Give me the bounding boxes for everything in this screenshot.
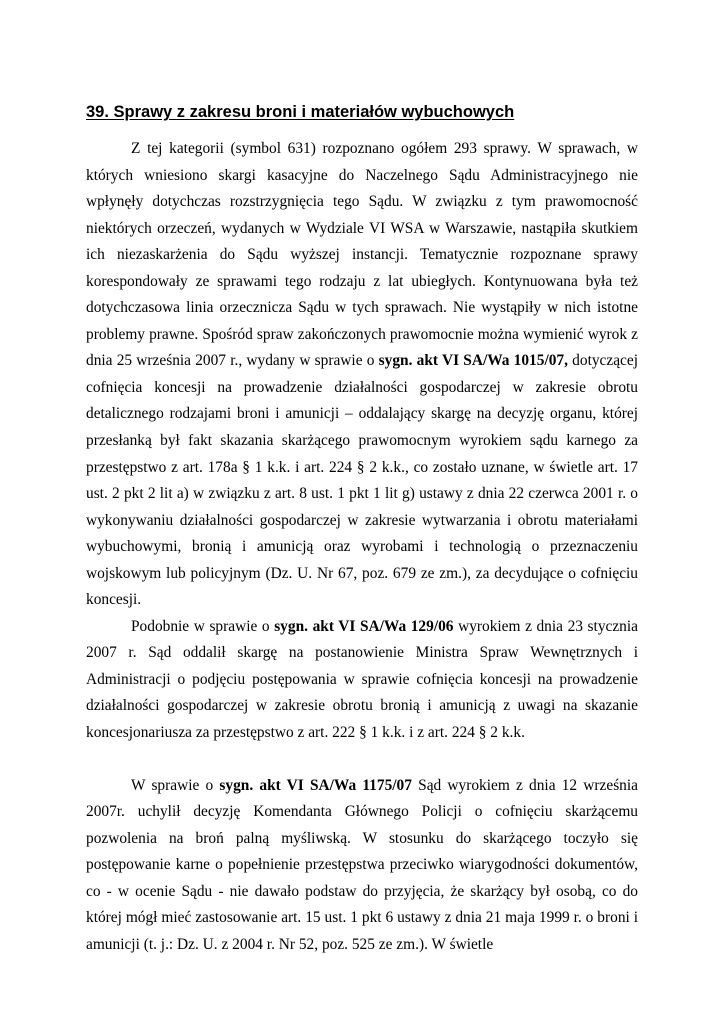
paragraph-3-text-cont: Sąd wyrokiem z dnia 12 września 2007r. uchylił decyzję Komendanta Głównego Policji o cofnięciu skarżącemu pozwolenia na broń palną myśliwską. W stosunku do skarżącego toczyło się postępowanie karne o popełnienie przestępstwa przeciwko wiarygodności dokumentów, co - w ocenie Sądu - nie dawało podstaw do przyjęcia, że skarżący był osobą, co do której mógł mieć zastosowanie art. 15 ust. 1 pkt 6 ustawy z dnia 21 maja 1999 r. o broni i amunicji (t. j.: Dz. U. z 2004 r. Nr 52, poz. 525 ze zm.). W świetle <box>86 776 638 953</box>
paragraph-1 <box>86 136 638 614</box>
paragraph-2 <box>86 614 638 747</box>
case-reference-1: sygn. akt VI SA/Wa 1015/07, <box>378 352 568 370</box>
paragraph-3-text: W sprawie o <box>131 776 220 794</box>
paragraph-1-text: Z tej kategorii (symbol 631) rozpoznano ogółem 293 sprawy. W sprawach, w których wniesiono skargi kasacyjne do Naczelnego Sądu Administracyjnego nie wpłynęły dotychczas rozstrzygnięcia tego Sądu. W związku z tym prawomocność niektórych orzeczeń, wydanych w Wydziale VI WSA w Warszawie, nastąpiła skutkiem ich niezaskarżenia do Sądu wyższej instancji. Tematycznie rozpoznane sprawy korespondowały ze sprawami tego rodzaju z lat ubiegłych. Kontynuowana była też dotychczasowa linia orzecznicza Sądu w tych sprawach. Nie wystąpiły w nich istotne problemy prawne. Spośród spraw zakończonych prawomocnie można wymienić wyrok z dnia 25 września 2007 r., wydany w sprawie o <box>86 140 638 370</box>
paragraph-2-text: Podobnie w sprawie o <box>131 617 275 635</box>
case-reference-2: sygn. akt VI SA/Wa 129/06 <box>274 617 454 635</box>
paragraph-3 <box>86 773 638 959</box>
document-page <box>86 100 638 958</box>
paragraph-spacer <box>86 747 638 773</box>
case-reference-3: sygn. akt VI SA/Wa 1175/07 <box>219 776 412 794</box>
paragraph-2-text-cont: wyrokiem z dnia 23 stycznia 2007 r. Sąd oddalił skargę na postanowienie Ministra Spraw Wewnętrznych i Administracji o podjęciu postępowania w sprawie cofnięcia koncesji na prowadzenie działalności gospodarczej w zakresie obrotu bronią i amunicją z uwagi na skazanie koncesjonariusza za przestępstwo z art. 222 § 1 k.k. i z art. 224 § 2 k.k. <box>86 617 638 742</box>
section-heading: 39. Sprawy z zakresu broni i materiałów wybuchowych <box>86 103 515 121</box>
paragraph-1-text-cont: dotyczącej cofnięcia koncesji na prowadzenie działalności gospodarczej w zakresie obrotu detalicznego rodzajami broni i amunicji – oddalający skargę na decyzję organu, której przesłanką był fakt skazania skarżącego prawomocnym wyrokiem sądu karnego za przestępstwo z art. 178a § 1 k.k. i art. 224 § 2 k.k., co zostało uznane, w świetle art. 17 ust. 2 pkt 2 lit a) w związku z art. 8 ust. 1 pkt 1 lit g) ustawy z dnia 22 czerwca 2001 r. o wykonywaniu działalności gospodarczej w zakresie wytwarzania i obrotu materiałami wybuchowymi, bronią i amunicją oraz wyrobami i technologią o przeznaczeniu wojskowym lub policyjnym (Dz. U. Nr 67, poz. 679 ze zm.), za decydujące o cofnięciu koncesji. <box>86 352 638 609</box>
